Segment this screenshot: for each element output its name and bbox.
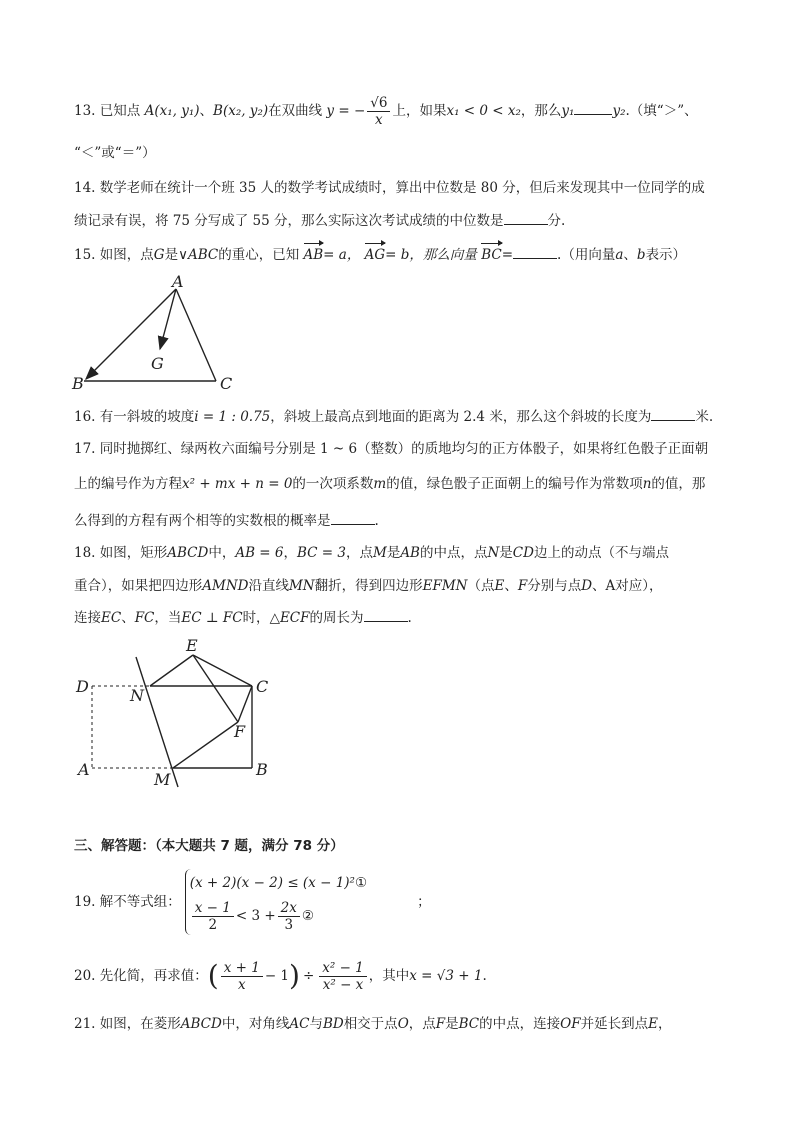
question-15: 15. 如图，点G是∨ABC的重心，已知 AB= a， AG= b，那么向量 BC= .（用向量a、b表示） bbox=[74, 244, 686, 265]
answer-blank bbox=[504, 210, 548, 225]
answer-blank bbox=[513, 244, 557, 259]
question-18-line1: 18. 如图，矩形ABCD中，AB = 6，BC = 3，点M是AB的中点，点N是CD边上的动点（不与端点 bbox=[74, 545, 669, 561]
folded-rectangle-figure bbox=[70, 635, 290, 795]
inequality-system bbox=[185, 869, 367, 935]
label-B: B bbox=[256, 760, 268, 779]
question-19: 19. 解不等式组： (x + 2)(x − 2) ≤ (x − 1)²① $\frac{x - 1}{2}$ < 3 + $\frac{2x}{3}$ ② ； bbox=[74, 866, 431, 938]
answer-blank bbox=[364, 607, 408, 622]
label-F: F bbox=[234, 722, 246, 741]
triangle-figure bbox=[70, 275, 240, 395]
question-13-line2: “＜”或“＝”） bbox=[74, 145, 156, 161]
question-21: 21. 如图，在菱形ABCD中，对角线AC与BD相交于点O，点F是BC的中点，连接OF并延长到点E， bbox=[74, 1016, 672, 1032]
label-A: A bbox=[78, 760, 90, 779]
question-14-line2: 绩记录有误，将 75 分写成了 55 分，那么实际这次考试成绩的中位数是 分. bbox=[74, 210, 565, 231]
label-E: E bbox=[186, 636, 198, 655]
label-C: C bbox=[220, 374, 233, 393]
label-B: B bbox=[72, 374, 84, 393]
question-17-line2: 上的编号作为方程x² + mx + n = 0的一次项系数m的值，绿色骰子正面朝上的编号作为常数项n的值，那 bbox=[74, 476, 706, 492]
question-17-line3: 么得到的方程有两个相等的实数根的概率是 . bbox=[74, 510, 379, 531]
answer-blank bbox=[574, 100, 612, 115]
label-C: C bbox=[256, 677, 269, 696]
label-D: D bbox=[76, 677, 89, 696]
label-N: N bbox=[130, 686, 144, 705]
question-20: 20. 先化简，再求值： ( $\frac{x + 1}{x}$ − 1 ) ÷ $\frac{\text{x² − 1}}{\text{x² − x}}$ ，其中 x = √3 + 1 . bbox=[74, 959, 487, 993]
question-17-line1: 17. 同时抛掷红、绿两枚六面编号分别是 1 ~ 6（整数）的质地均匀的正方体骰子，如果将红色骰子正面朝 bbox=[74, 441, 709, 457]
question-13: 13. 已知点 A(x₁, y₁)、B(x₂, y₂)在双曲线 y = − $\frac{√6}{x}$ 上，如果x₁ < 0 < x₂，那么y₁ y₂.（填“＞”、 bbox=[74, 95, 698, 128]
label-M: M bbox=[154, 770, 171, 789]
question-18-line3: 连接EC、FC，当EC ⊥ FC时，△ECF的周长为 . bbox=[74, 607, 412, 628]
answer-blank bbox=[651, 406, 695, 421]
question-14-line1: 14. 数学老师在统计一个班 35 人的数学考试成绩时，算出中位数是 80 分，但后来发现其中一位同学的成 bbox=[74, 180, 705, 196]
hyperbola-fraction: $\frac{√6}{x}$ bbox=[367, 95, 390, 128]
answer-blank bbox=[331, 510, 375, 525]
label-G: G bbox=[151, 354, 164, 373]
label-A: A bbox=[172, 275, 184, 291]
question-16: 16. 有一斜坡的坡度i = 1 : 0.75，斜坡上最高点到地面的距离为 2.4 米，那么这个斜坡的长度为 米. bbox=[74, 406, 713, 427]
inequality-2: $\frac{x - 1}{2}$ < 3 + $\frac{2x}{3}$ ② bbox=[190, 897, 367, 935]
section-heading: 三、解答题：（本大题共 7 题，满分 78 分） bbox=[74, 838, 344, 854]
question-18-line2: 重合），如果把四边形AMND沿直线MN翻折，得到四边形EFMN（点E、F分别与点D、A对应）， bbox=[74, 578, 663, 594]
inequality-1: (x + 2)(x − 2) ≤ (x − 1)²① bbox=[189, 875, 368, 891]
